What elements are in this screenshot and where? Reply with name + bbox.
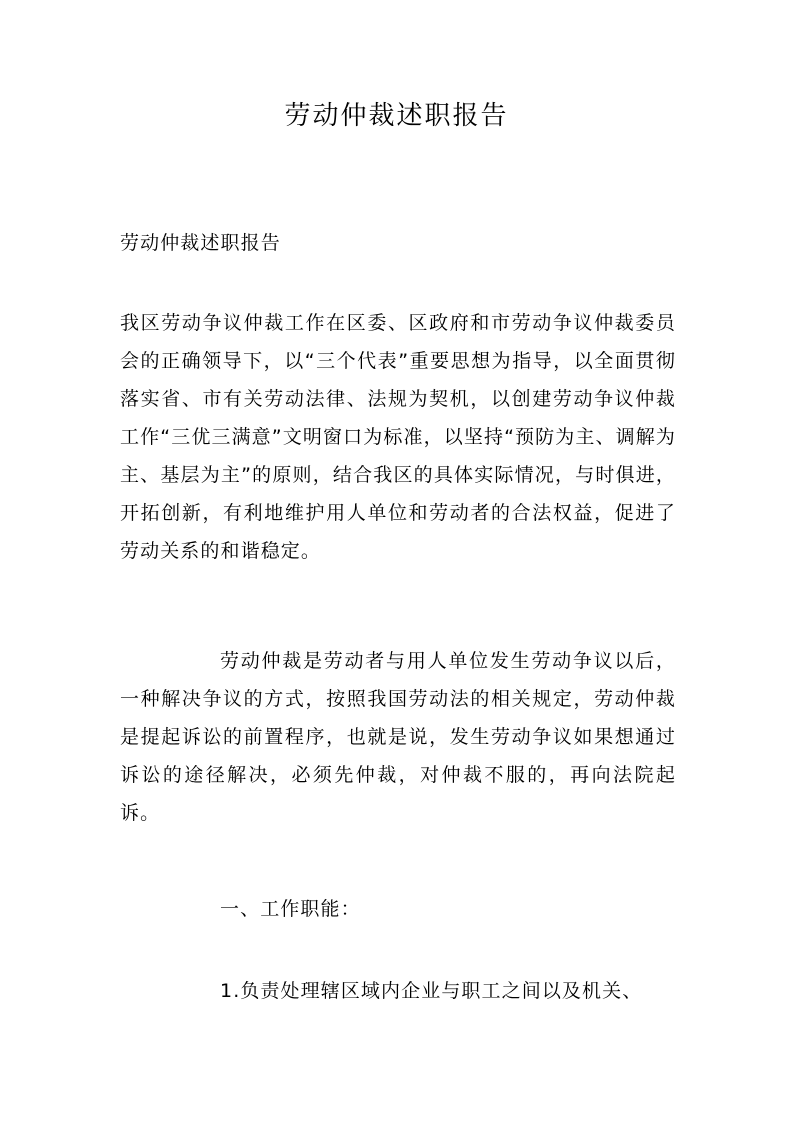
- list-item: 1.负责处理辖区域内企业与职工之间以及机关、: [220, 980, 643, 1002]
- document-subtitle: 劳动仲裁述职报告: [120, 232, 281, 254]
- section-heading-work-functions: 一、工作职能：: [220, 898, 361, 920]
- paragraph-intro: 我区劳动争议仲裁工作在区委、区政府和市劳动争议仲裁委员会的正确领导下，以“三个代表”重要思想为指导，以全面贯彻落实省、市有关劳动法律、法规为契机，以创建劳动争议仲裁工作“三优三满意”文明窗口为标准，以坚持“预防为主、调解为主、基层为主”的原则，结合我区的具体实际情况，与时俱进，开拓创新，有利地维护用人单位和劳动者的合法权益，促进了劳动关系的和谐稳定。: [120, 312, 676, 562]
- document-title: 劳动仲裁述职报告: [284, 101, 509, 131]
- paragraph-definition: 劳动仲裁是劳动者与用人单位发生劳动争议以后，一种解决争议的方式，按照我国劳动法的相关规定，劳动仲裁是提起诉讼的前置程序，也就是说，发生劳动争议如果想通过诉讼的途径解决，必须先仲裁，对仲裁不服的，再向法院起诉。: [120, 650, 676, 824]
